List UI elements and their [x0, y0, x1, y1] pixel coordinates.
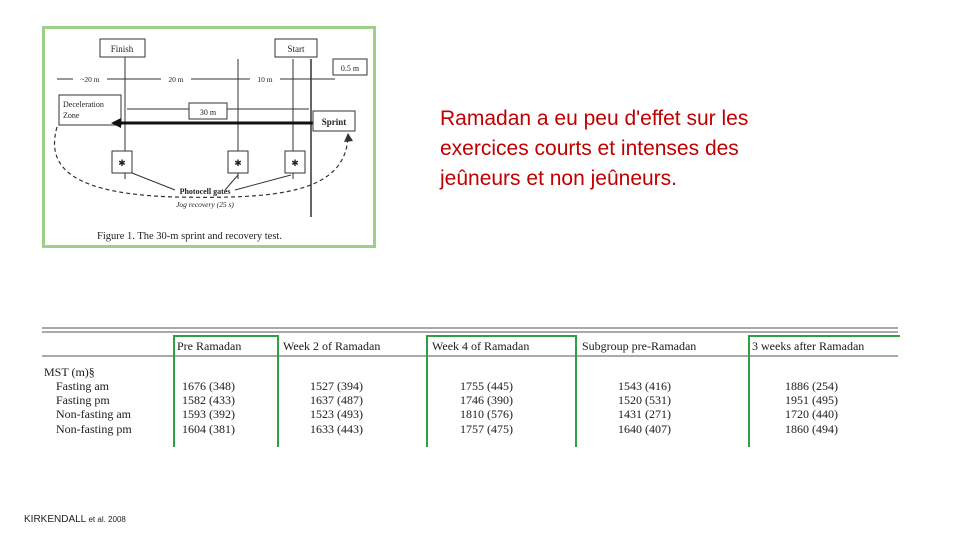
table-cell: 1720 (440) — [785, 407, 838, 421]
table-cell: 1676 (348) — [182, 379, 235, 393]
row-label: Non-fasting pm — [56, 422, 132, 436]
header-week-4: Week 4 of Ramadan — [432, 339, 530, 353]
sprint-label: Sprint — [321, 117, 347, 127]
header-week-2: Week 2 of Ramadan — [283, 339, 381, 353]
citation — [24, 514, 126, 525]
deceleration-label-1: Deceleration — [63, 100, 104, 109]
finish-label: Finish — [110, 44, 134, 54]
svg-text:✱: ✱ — [234, 158, 242, 168]
table-cell: 1746 (390) — [460, 393, 513, 407]
row-label: Fasting am — [56, 379, 109, 393]
svg-text:✱: ✱ — [291, 158, 299, 168]
conclusion-line-2: exercices courts et intenses des — [440, 137, 739, 160]
dist-20m-b-label: 20 m — [168, 75, 184, 84]
header-3-weeks-after: 3 weeks after Ramadan — [752, 339, 865, 353]
table-cell: 1604 (381) — [182, 422, 235, 436]
svg-text:✱: ✱ — [118, 158, 126, 168]
dist-05m-label: 0.5 m — [340, 64, 360, 73]
header-subgroup: Subgroup pre-Ramadan — [582, 339, 697, 353]
table-cell: 1951 (495) — [785, 393, 838, 407]
table-cell: 1755 (445) — [460, 379, 513, 393]
table-cell: 1543 (416) — [618, 379, 671, 393]
table-cell: 1633 (443) — [310, 422, 363, 436]
figure-panel — [42, 26, 376, 248]
conclusion-text — [440, 104, 860, 194]
conclusion-line-3: jeûneurs et non jeûneurs. — [440, 167, 677, 190]
figure-caption: Figure 1. The 30-m sprint and recovery test. — [97, 231, 282, 242]
row-label: Fasting pm — [56, 393, 110, 407]
dist-10m-label: 10 m — [257, 75, 273, 84]
table-cell: 1886 (254) — [785, 379, 838, 393]
photocell-label: Photocell gates — [179, 187, 231, 196]
dist-30m-label: 30 m — [199, 108, 217, 117]
dist-20m-a-label: ~20 m — [80, 75, 100, 84]
results-table-graphic — [40, 322, 900, 447]
table-cell: 1431 (271) — [618, 407, 671, 421]
deceleration-label-2: Zone — [63, 111, 80, 120]
table-cell: 1757 (475) — [460, 422, 513, 436]
table-cell: 1527 (394) — [310, 379, 363, 393]
table-cell: 1523 (493) — [310, 407, 363, 421]
start-label: Start — [287, 44, 305, 54]
results-table — [40, 322, 900, 447]
row-label: Non-fasting am — [56, 407, 131, 421]
jog-recovery-label: Jog recovery (25 s) — [176, 200, 234, 209]
section-label: MST (m)§ — [44, 365, 95, 379]
citation-rest: et al. 2008 — [86, 515, 126, 524]
table-cell: 1860 (494) — [785, 422, 838, 436]
citation-author: KIRKENDALL — [24, 514, 87, 525]
table-cell: 1637 (487) — [310, 393, 363, 407]
table-cell: 1582 (433) — [182, 393, 235, 407]
table-cell: 1640 (407) — [618, 422, 671, 436]
table-cell: 1593 (392) — [182, 407, 235, 421]
sprint-test-diagram — [45, 29, 373, 245]
table-cell: 1810 (576) — [460, 407, 513, 421]
conclusion-line-1: Ramadan a eu peu d'effet sur les — [440, 107, 749, 130]
header-pre-ramadan: Pre Ramadan — [177, 339, 242, 353]
table-cell: 1520 (531) — [618, 393, 671, 407]
